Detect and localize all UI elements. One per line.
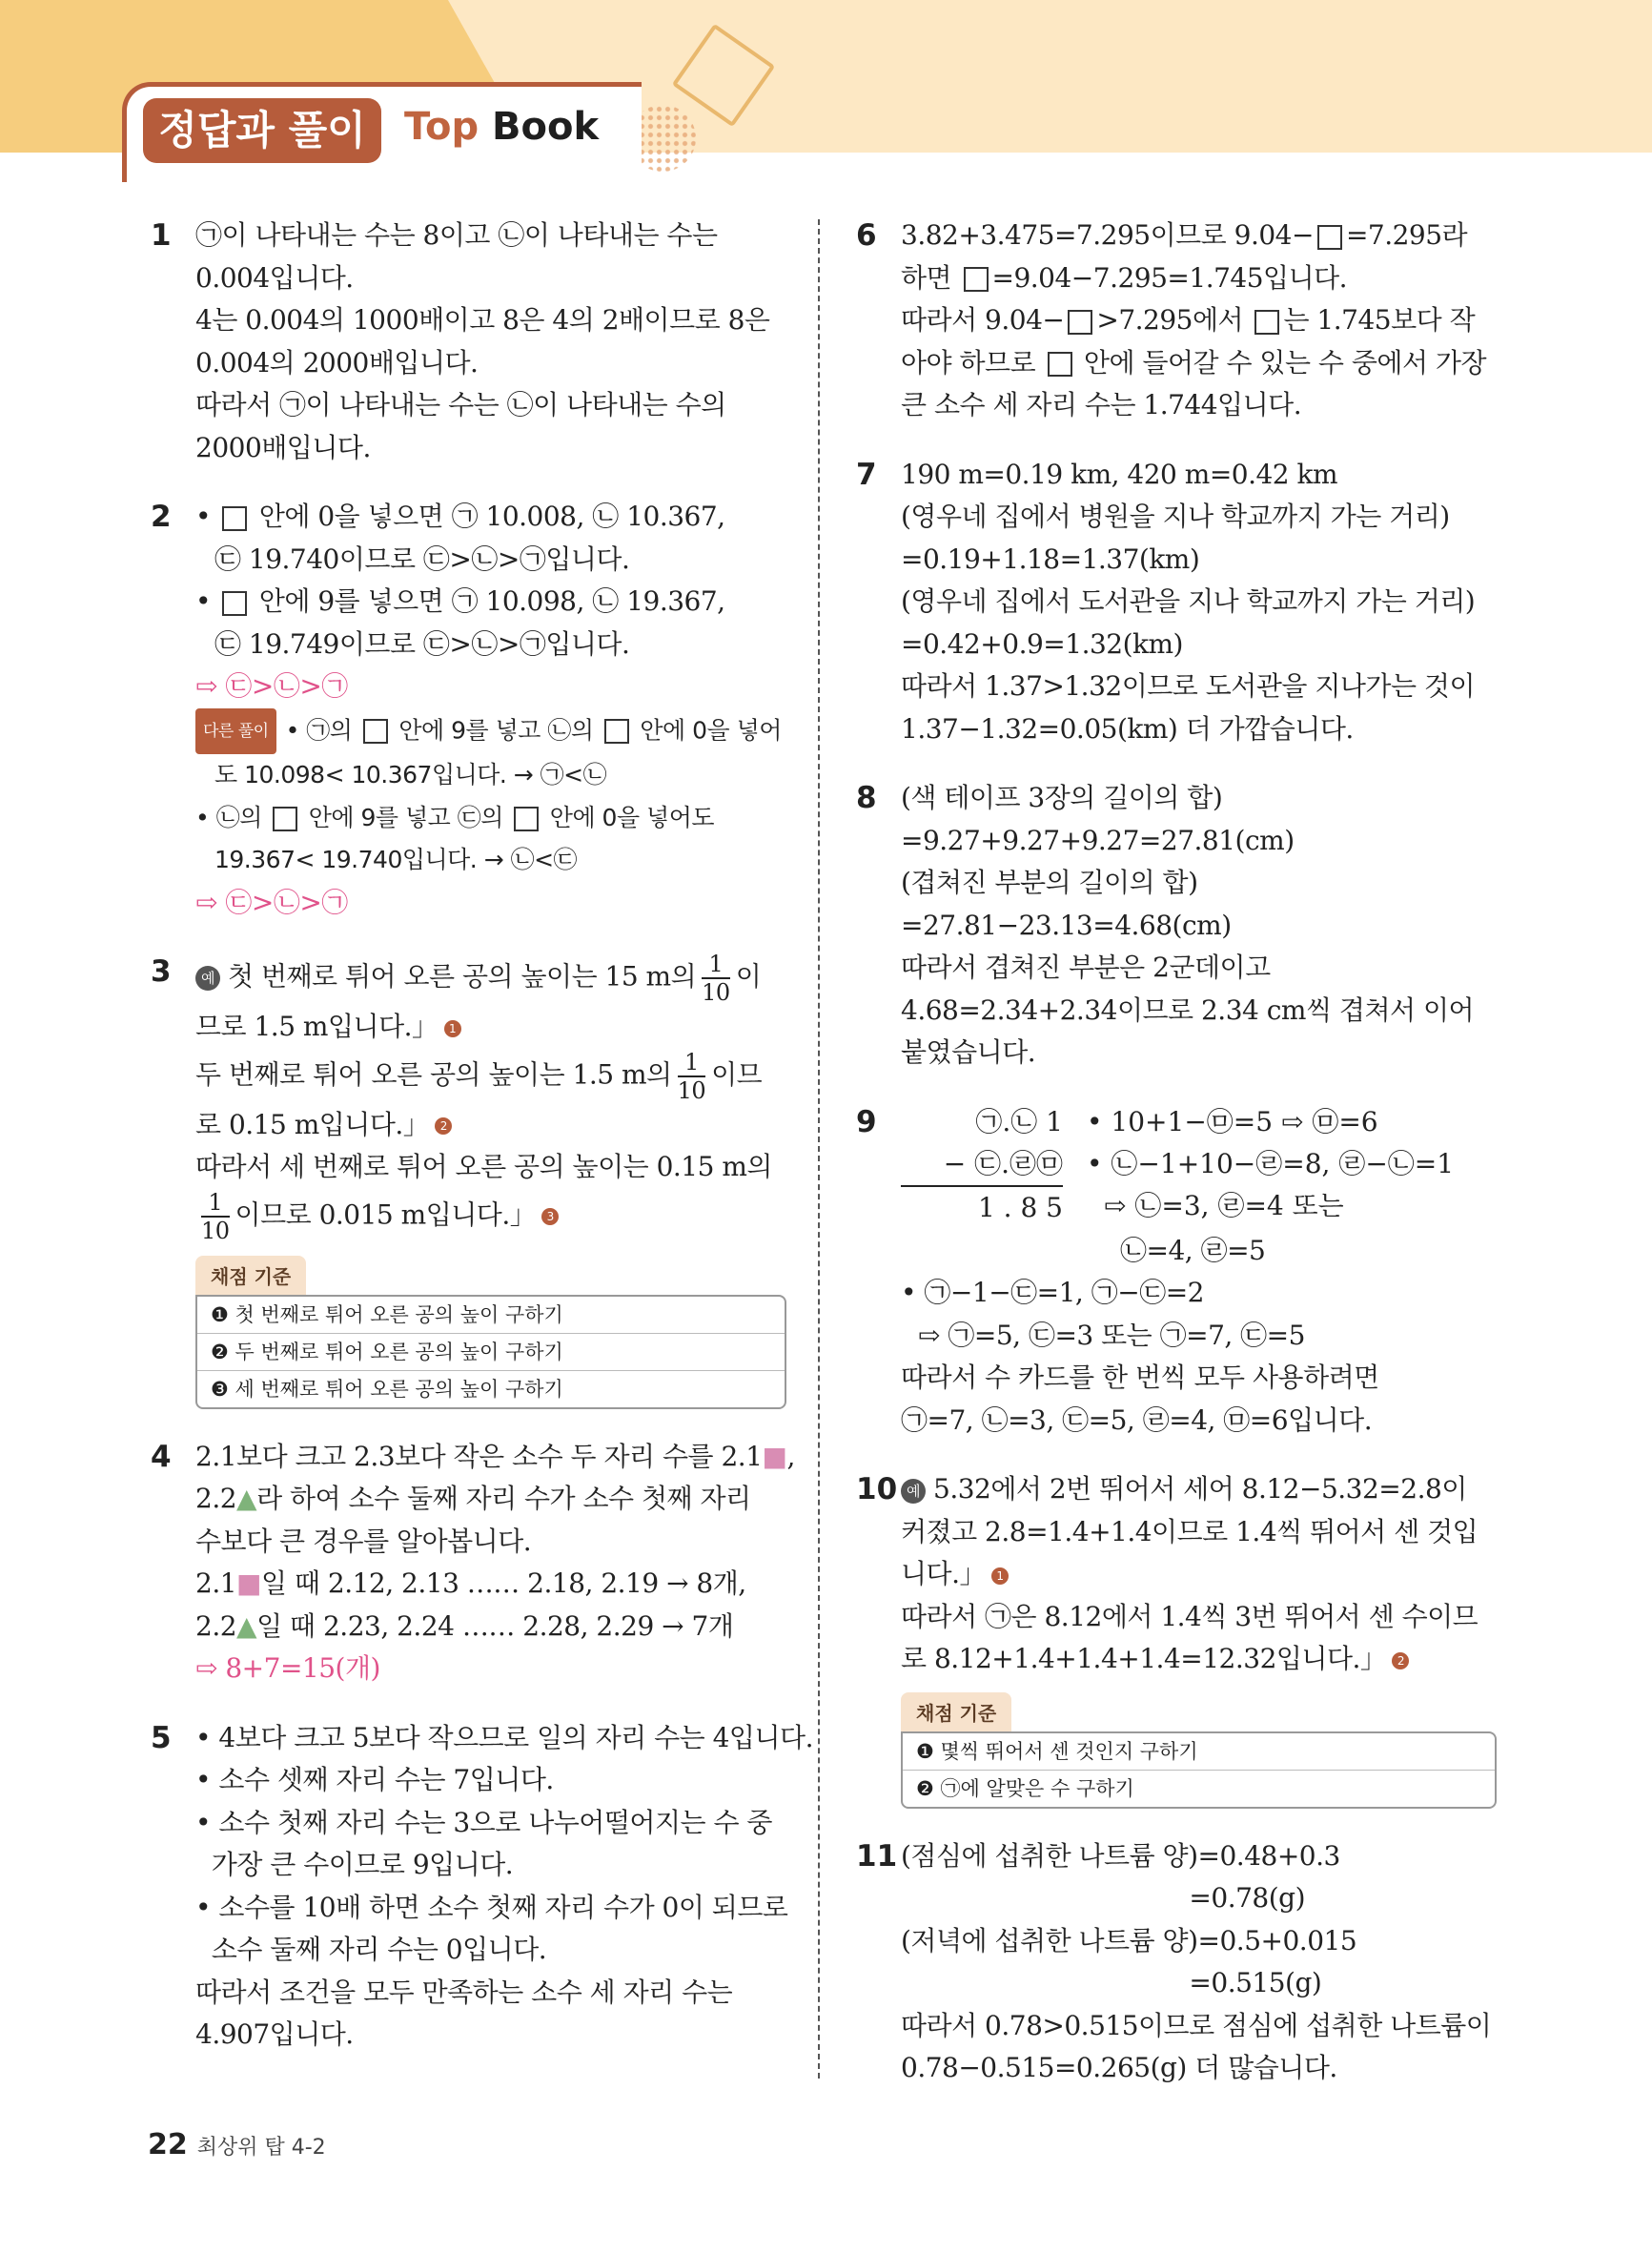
text: 3.82+3.475=7.295이므로 9.04−: [901, 219, 1314, 251]
left-column: [143, 215, 813, 2083]
text: 아야 하므로: [901, 346, 1044, 379]
score-mark-icon: 2: [1392, 1652, 1409, 1669]
fraction-numerator: 1: [702, 951, 730, 979]
solution-line: =0.19+1.18=1.37(km): [901, 543, 1200, 575]
brand-top: Top: [404, 105, 479, 149]
solution-line: 1.37−1.32=0.05(km) 더 가깝습니다.: [901, 712, 1354, 745]
solution-line: 4.68=2.34+2.34이므로 2.34 cm씩 겹쳐서 이어: [901, 993, 1475, 1026]
solution-line: [901, 1553, 1497, 1596]
problem-2: [143, 496, 786, 924]
problem-number: 4: [151, 1439, 172, 1474]
text: 일 때 2.23, 2.24 …… 2.28, 2.29 → 7개: [256, 1609, 734, 1642]
solution-line: (겹쳐진 부분의 길이의 합): [901, 867, 1198, 898]
criteria-row: ❸ 세 번째로 튀어 오른 공의 높이 구하기: [211, 1377, 563, 1401]
problem-1: [143, 215, 786, 469]
solution-line: 0.004입니다.: [195, 261, 354, 294]
blank-box-icon: [514, 807, 539, 831]
fraction-denominator: 10: [677, 1076, 706, 1104]
fraction-numerator: 1: [678, 1049, 706, 1077]
problem-3: [143, 951, 786, 1409]
text: 안에 0을 넣어도: [542, 803, 714, 831]
text: • ㉡의: [195, 803, 270, 831]
triangle-symbol-icon: ▲: [236, 1483, 257, 1514]
blank-box-icon: [273, 807, 297, 831]
text: 로 0.15 m입니다.」: [195, 1108, 430, 1140]
solution-line: =0.42+0.9=1.32(km): [901, 627, 1183, 660]
fraction-denominator: 10: [702, 979, 730, 1006]
problem-10: [848, 1468, 1497, 1809]
right-column: [848, 215, 1497, 2117]
solution-line: 소수 둘째 자리 수는 0입니다.: [195, 1934, 547, 1965]
solution-line: ㉠이 나타내는 수는 8이고 ㉡이 나타내는 수는: [195, 219, 718, 251]
book-brand: [404, 105, 599, 149]
solution-line: [195, 1189, 786, 1244]
text: • ㉠의: [285, 715, 359, 744]
criteria-row: ❷ ㉠에 알맞은 수 구하기: [916, 1776, 1134, 1800]
solution-line: [195, 1563, 786, 1606]
criteria-box: [901, 1731, 1497, 1809]
text: 안에 0을 넣어: [632, 715, 782, 744]
problem-6: [848, 215, 1497, 427]
fraction-numerator: 1: [201, 1189, 230, 1218]
blank-box-icon: [1317, 225, 1342, 250]
problem-number: 6: [856, 218, 877, 253]
text: 2.2: [195, 1609, 237, 1642]
answer-line: ⇨ 8+7=15(개): [195, 1652, 380, 1684]
solution-line: [195, 951, 786, 1006]
square-symbol-icon: ■: [762, 1440, 787, 1472]
fraction: [678, 1049, 706, 1104]
solution-line: [195, 581, 786, 624]
solution-line: 0.004의 2000배입니다.: [195, 346, 479, 379]
scoring-criteria: [195, 1256, 786, 1409]
solution-line: (점심에 섭취한 나트륨 양)=0.48+0.3: [901, 1839, 1340, 1872]
solution-line: 가장 큰 수이므로 9입니다.: [195, 1849, 514, 1880]
problem-number: 9: [856, 1104, 877, 1139]
solution-line: 커졌고 2.8=1.4+1.4이므로 1.4씩 뛰어서 센 것입: [901, 1515, 1479, 1547]
solution-line: 따라서 ㉠은 8.12에서 1.4씩 3번 뛰어서 센 수이므: [901, 1600, 1479, 1632]
criteria-row: ❷ 두 번째로 튀어 오른 공의 높이 구하기: [197, 1334, 785, 1371]
solution-line: [195, 1436, 795, 1479]
solution-line: 따라서 1.37>1.32이므로 도서관을 지나가는 것이: [901, 670, 1476, 702]
fraction-denominator: 10: [201, 1217, 230, 1244]
text: 두 번째로 튀어 오른 공의 높이는 1.5 m의: [195, 1058, 672, 1090]
problem-11: [848, 1835, 1497, 2090]
text: 이: [735, 960, 762, 993]
criteria-title: 채점 기준: [901, 1692, 1011, 1731]
solution-line: [195, 1049, 786, 1104]
alt-solution-line: 19.367< 19.740입니다. → ㉡<㉢: [214, 846, 578, 873]
solution-line: 따라서 겹쳐진 부분은 2군데이고: [901, 952, 1271, 983]
vertical-subtraction: [901, 1101, 1497, 1230]
problem-8: [848, 777, 1497, 1075]
solution-line: 4는 0.004의 1000배이고 8은 4의 2배이므로 8은: [195, 304, 770, 336]
text: 안에 9를 넣고 ㉡의: [391, 715, 601, 744]
answer-line: ⇨ ㉢>㉡>㉠: [195, 886, 348, 918]
example-icon: 예: [901, 1479, 926, 1504]
text: 안에 0을 넣으면 ㉠ 10.008, ㉡ 10.367,: [251, 501, 725, 532]
text: 5.32에서 2번 뛰어서 세어 8.12−5.32=2.8이: [933, 1473, 1467, 1505]
score-mark-icon: 1: [444, 1020, 461, 1037]
solution-line: • 소수 첫째 자리 수는 3으로 나누어떨어지는 수 중: [195, 1806, 772, 1838]
alt-solution-tag: 다른 풀이: [195, 708, 276, 755]
calc-result-row: 1 . 8 5: [901, 1185, 1063, 1229]
solution-line: [901, 257, 1497, 300]
note-line: ⇨ ㉡=3, ㉣=4 또는: [1104, 1189, 1344, 1221]
solution-line: ㉡=4, ㉣=5: [1120, 1234, 1266, 1266]
problem-number: 10: [856, 1472, 898, 1506]
text: =7.295라: [1345, 219, 1468, 251]
text: •: [195, 501, 219, 532]
solution-line: 수보다 큰 경우를 알아봅니다.: [195, 1525, 532, 1557]
problem-number: 3: [151, 954, 172, 989]
fraction: [702, 951, 730, 1006]
text: 따라서 9.04−: [901, 304, 1065, 336]
solution-line: 4.907입니다.: [195, 2018, 354, 2050]
solution-line: (저녁에 섭취한 나트륨 양)=0.5+0.015: [901, 1924, 1357, 1956]
blank-box-icon: [222, 506, 247, 531]
solution-line: 190 m=0.19 km, 420 m=0.42 km: [901, 458, 1338, 490]
problem-5: [143, 1717, 813, 2057]
text: 이므로 0.015 m입니다.」: [235, 1198, 537, 1230]
solution-line: [195, 1006, 786, 1049]
text: =9.04−7.295=1.745입니다.: [991, 261, 1348, 294]
scoring-criteria: [901, 1692, 1497, 1809]
problem-number: 7: [856, 457, 877, 492]
text: 2.2: [195, 1483, 237, 1514]
solution-line: (영우네 집에서 도서관을 지나 학교까지 가는 거리): [901, 585, 1476, 617]
solution-line: • 소수 셋째 자리 수는 7입니다.: [195, 1764, 554, 1795]
solution-line: [901, 299, 1497, 342]
text: 안에 들어갈 수 있는 수 중에서 가장: [1075, 346, 1487, 379]
solution-line: 따라서 ㉠이 나타내는 수는 ㉡이 나타내는 수의: [195, 389, 726, 420]
text: 일 때 2.12, 2.13 …… 2.18, 2.19 → 8개,: [261, 1567, 746, 1599]
triangle-symbol-icon: ▲: [236, 1609, 257, 1642]
solution-line: =9.27+9.27+9.27=27.81(cm): [901, 824, 1295, 856]
subtraction-grid: [901, 1101, 1063, 1229]
solution-line: ⇨ ㉠=5, ㉢=3 또는 ㉠=7, ㉢=5: [918, 1319, 1305, 1351]
text: 니다.」: [901, 1558, 986, 1589]
text: 2.1보다 크고 2.3보다 작은 소수 두 자리 수를 2.1: [195, 1440, 763, 1472]
book-title: 최상위 탑 4-2: [196, 2136, 326, 2160]
solution-line: (영우네 집에서 병원을 지나 학교까지 가는 거리): [901, 501, 1450, 532]
text: 안에 9를 넣으면 ㉠ 10.098, ㉡ 19.367,: [251, 585, 725, 617]
score-mark-icon: 2: [435, 1117, 452, 1135]
solution-line: 2000배입니다.: [195, 431, 371, 463]
text: 첫 번째로 튀어 오른 공의 높이는 15 m의: [228, 960, 697, 993]
alt-solution-line: 도 10.098< 10.367입니다. → ㉠<㉡: [214, 761, 607, 789]
problem-number: 5: [151, 1720, 172, 1755]
solution-line: =0.78(g): [901, 1882, 1305, 1914]
solution-line: =27.81−23.13=4.68(cm): [901, 909, 1232, 941]
solution-line: 붙였습니다.: [901, 1036, 1036, 1068]
calc-notes: [1087, 1101, 1454, 1227]
brand-book: Book: [479, 105, 600, 149]
text: >7.295에서: [1096, 304, 1252, 336]
note-line: • ㉡−1+10−㉣=8, ㉣−㉡=1: [1087, 1147, 1455, 1179]
solution-line: ㉢ 19.740이므로 ㉢>㉡>㉠입니다.: [214, 543, 630, 575]
column-divider: [818, 219, 820, 2079]
alt-solution-line: [195, 708, 786, 755]
problem-number: 2: [151, 500, 172, 534]
example-icon: 예: [195, 966, 220, 991]
solution-line: ㉢ 19.749이므로 ㉢>㉡>㉠입니다.: [214, 627, 630, 660]
solution-line: [195, 1606, 786, 1649]
solution-line: 따라서 수 카드를 한 번씩 모두 사용하려면: [901, 1362, 1379, 1393]
text: 이므: [711, 1058, 763, 1090]
solution-line: [901, 342, 1497, 385]
text: 안에 9를 넣고 ㉢의: [301, 803, 511, 831]
criteria-box: [195, 1295, 786, 1409]
text: 2.1: [195, 1567, 237, 1599]
text: 는 1.745보다 작: [1283, 304, 1476, 336]
solution-line: =0.515(g): [901, 1967, 1322, 1998]
problem-number: 8: [856, 781, 877, 815]
page-number: 22: [148, 2128, 188, 2161]
problem-7: [848, 454, 1497, 751]
solution-line: [901, 1468, 1497, 1511]
criteria-title: 채점 기준: [195, 1256, 306, 1295]
text: 라 하여 소수 둘째 자리 수가 소수 첫째 자리: [256, 1483, 751, 1514]
problem-9: [848, 1101, 1497, 1443]
alt-solution-line: [195, 797, 786, 840]
calc-row: − ㉢.㉣㉤: [943, 1147, 1063, 1179]
text: ,: [786, 1440, 795, 1472]
solution-line: [195, 1478, 786, 1521]
solution-line: • ㉠−1−㉢=1, ㉠−㉢=2: [901, 1277, 1204, 1308]
calc-row: ㉠.㉡ 1: [975, 1105, 1063, 1137]
score-mark-icon: 1: [991, 1567, 1009, 1585]
fraction: [201, 1189, 230, 1244]
blank-box-icon: [1068, 310, 1092, 335]
blank-box-icon: [604, 719, 629, 744]
solution-line: [195, 496, 786, 539]
solution-line: 따라서 0.78>0.515이므로 점심에 섭취한 나트륨이: [901, 2009, 1492, 2041]
problem-4: [143, 1436, 795, 1690]
score-mark-icon: 3: [541, 1208, 559, 1225]
blank-box-icon: [964, 267, 989, 292]
problem-number: 11: [856, 1838, 898, 1874]
criteria-row: ❶ 몇씩 뛰어서 센 것인지 구하기: [903, 1733, 1495, 1771]
section-badge: 정답과 풀이: [143, 98, 381, 163]
solution-line: 따라서 조건을 모두 만족하는 소수 세 자리 수는: [195, 1976, 733, 2008]
solution-line: • 소수를 10배 하면 소수 첫째 자리 수가 0이 되므로: [195, 1891, 788, 1923]
solution-line: [901, 215, 1497, 257]
square-symbol-icon: ■: [236, 1567, 261, 1599]
answer-line: ⇨ ㉢>㉡>㉠: [195, 670, 348, 702]
solution-line: • 4보다 크고 5보다 작으므로 일의 자리 수는 4입니다.: [195, 1721, 813, 1753]
solution-line: 따라서 세 번째로 튀어 오른 공의 높이는 0.15 m의: [195, 1151, 772, 1182]
text: •: [195, 585, 219, 617]
blank-box-icon: [1254, 310, 1279, 335]
page-footer: [148, 2128, 326, 2161]
text: 므로 1.5 m입니다.」: [195, 1011, 438, 1042]
solution-line: [195, 1104, 786, 1147]
problem-number: 1: [151, 218, 172, 253]
note-line: • 10+1−㉤=5 ⇨ ㉤=6: [1087, 1105, 1378, 1137]
blank-box-icon: [222, 591, 247, 616]
text: 하면: [901, 261, 960, 294]
solution-line: [901, 1638, 1497, 1681]
solution-line: 큰 소수 세 자리 수는 1.744입니다.: [901, 389, 1302, 420]
blank-box-icon: [363, 719, 388, 744]
solution-line: (색 테이프 3장의 길이의 합): [901, 782, 1223, 813]
solution-line: 0.78−0.515=0.265(g) 더 많습니다.: [901, 2052, 1337, 2083]
blank-box-icon: [1048, 352, 1072, 377]
solution-line: ㉠=7, ㉡=3, ㉢=5, ㉣=4, ㉤=6입니다.: [901, 1403, 1373, 1436]
criteria-row: ❶ 첫 번째로 튀어 오른 공의 높이 구하기: [197, 1297, 785, 1334]
text: 로 8.12+1.4+1.4+1.4=12.32입니다.」: [901, 1643, 1387, 1674]
